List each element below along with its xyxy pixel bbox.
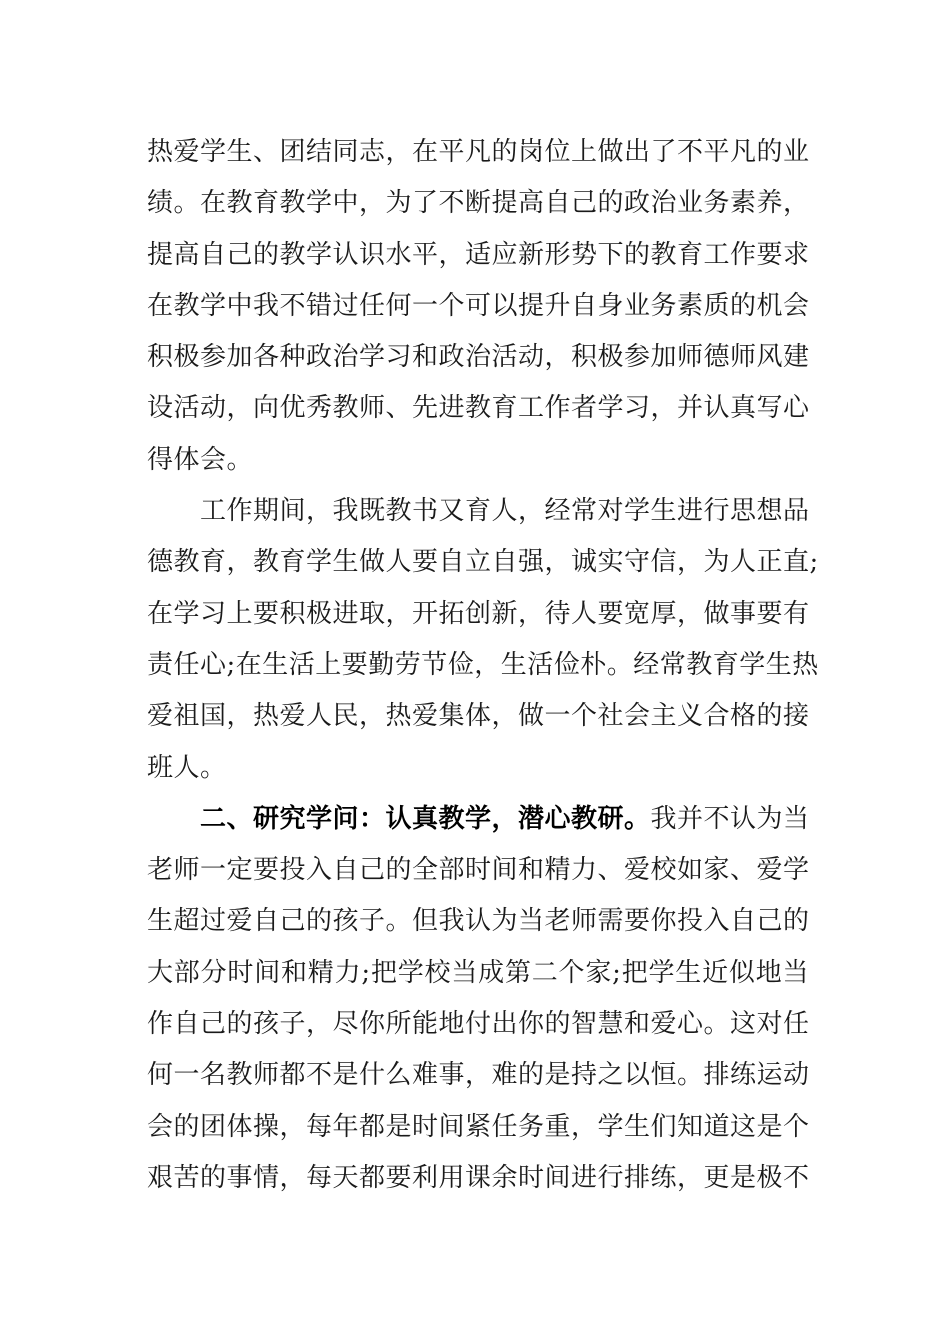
paragraph-2-line-2: 德教育，教育学生做人要自立自强，诚实守信，为人正直;: [147, 547, 819, 578]
paragraph-3-line-3: 生超过爱自己的孩子。但我认为当老师需要你投入自己的: [147, 906, 810, 937]
paragraph-3-line-6: 何一名教师都不是什么难事，难的是持之以恒。排练运动: [147, 1060, 810, 1091]
paragraph-2-line-1: 工作期间，我既教书又育人，经常对学生进行思想品: [200, 496, 810, 527]
paragraph-2-line-5: 爱祖国，热爱人民，热爱集体，做一个社会主义合格的接: [147, 701, 810, 732]
paragraph-1-line-1: 热爱学生、团结同志，在平凡的岗位上做出了不平凡的业: [147, 137, 810, 167]
document-body: [147, 127, 819, 1204]
paragraph-2-line-3: 在学习上要积极进取，开拓创新，待人要宽厚，做事要有: [147, 598, 810, 629]
paragraph-1-line-4: 在教学中我不错过任何一个可以提升自身业务素质的机会: [147, 290, 810, 321]
paragraph-3-line-1-rest: 我并不认为当: [650, 803, 810, 834]
paragraph-2-line-4: 责任心;在生活上要勤劳节俭，生活俭朴。经常教育学生热: [147, 649, 819, 680]
paragraph-2-line-6: 班人。: [147, 752, 227, 783]
paragraph-1-line-7: 得体会。: [147, 444, 254, 475]
paragraph-1-line-5: 积极参加各种政治学习和政治活动，积极参加师德师风建: [147, 342, 810, 373]
section-heading: 二、研究学问：认真教学，潜心教研。: [200, 803, 651, 834]
paragraph-3-line-2: 老师一定要投入自己的全部时间和精力、爱校如家、爱学: [147, 855, 810, 886]
paragraph-1-line-6: 设活动，向优秀教师、先进教育工作者学习，并认真写心: [147, 393, 810, 424]
paragraph-3-line-4: 大部分时间和精力;把学校当成第二个家;把学生近似地当: [147, 957, 809, 988]
paragraph-3-line-1: [147, 794, 809, 845]
paragraph-1-line-3: 提高自己的教学认识水平，适应新形势下的教育工作要求: [147, 239, 810, 270]
paragraph-3-line-8: 艰苦的事情，每天都要利用课余时间进行排练，更是极不: [147, 1162, 810, 1193]
paragraph-3-line-5: 作自己的孩子，尽你所能地付出你的智慧和爱心。这对任: [147, 1009, 810, 1040]
paragraph-3-line-7: 会的团体操，每年都是时间紧任务重，学生们知道这是个: [147, 1111, 810, 1142]
paragraph-1-line-2: 绩。在教育教学中，为了不断提高自己的政治业务素养，: [147, 188, 810, 219]
